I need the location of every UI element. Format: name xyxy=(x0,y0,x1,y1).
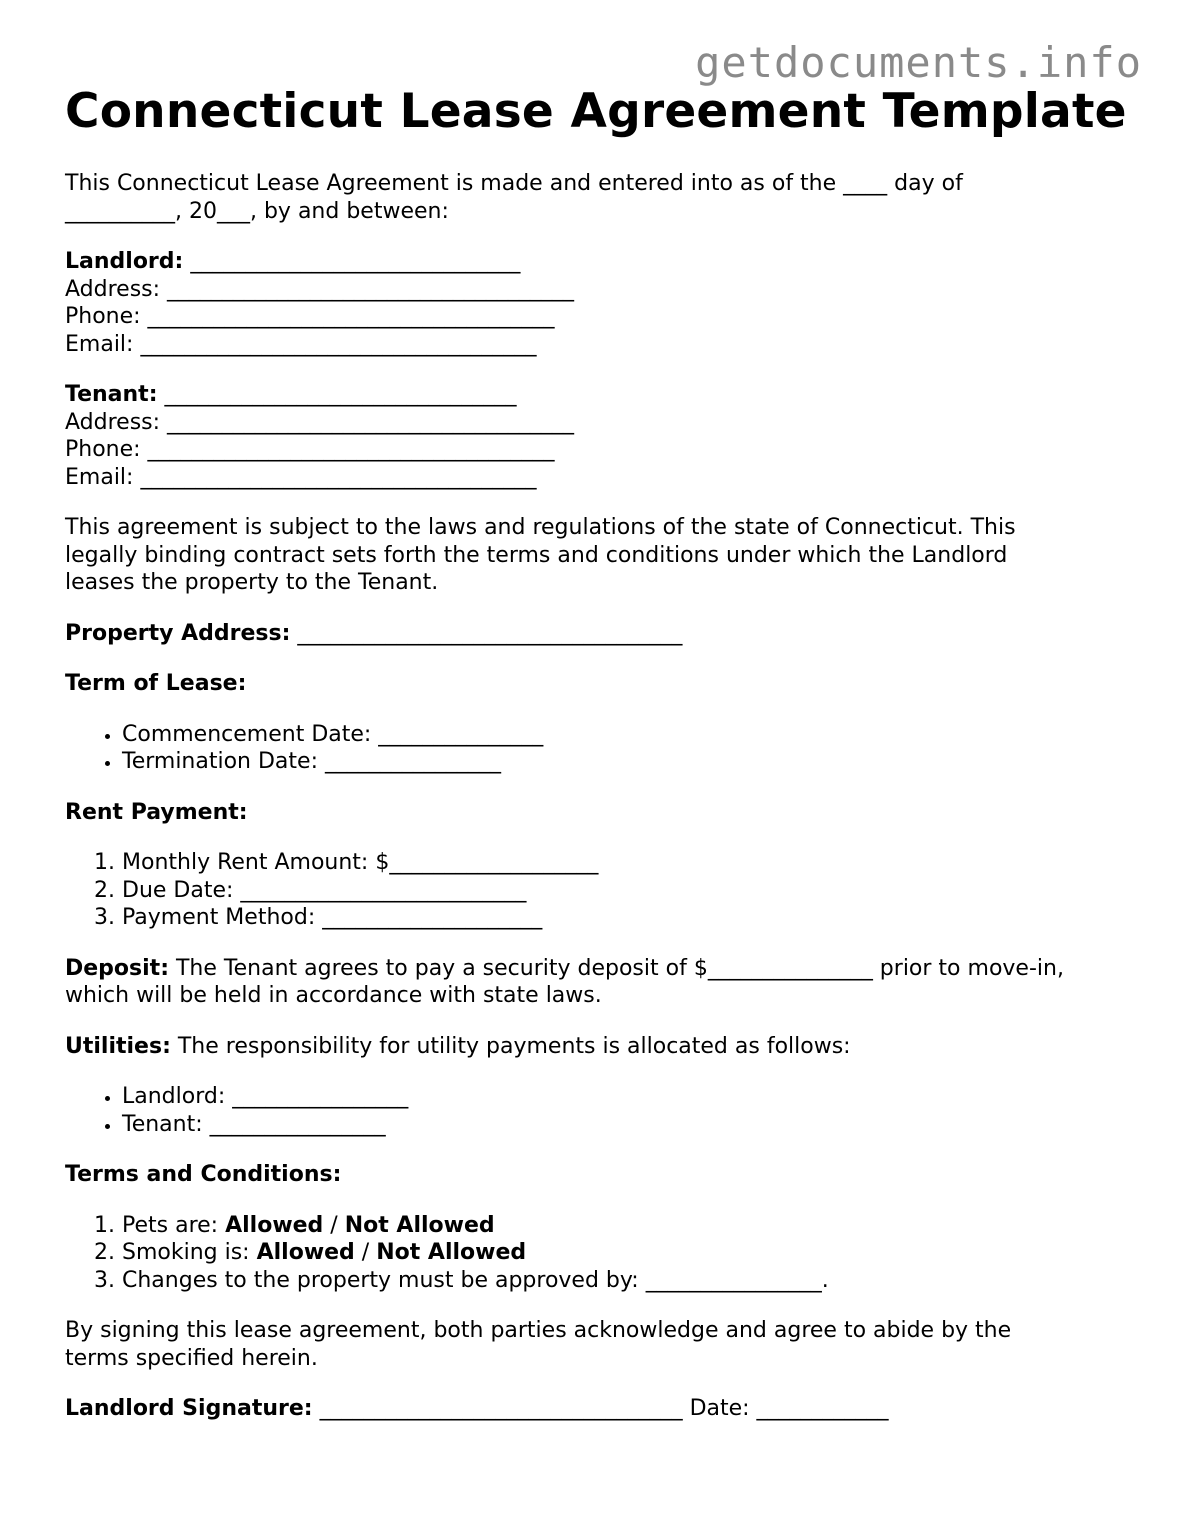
intro-line: This Connecticut Lease Agreement is made and entered into as of the ____ day of xyxy=(65,171,963,196)
signature-line xyxy=(65,1395,1135,1423)
terms-prefix: Pets are: xyxy=(122,1212,226,1238)
rent-list xyxy=(65,849,1135,932)
utilities-text: The responsibility for utility payments is allocated as follows: xyxy=(170,1033,851,1059)
list-item: 1. Monthly Rent Amount: $___________________ xyxy=(122,849,1135,877)
deposit-text: The Tenant agrees to pay a security deposit of $_______________ prior to move-in, which will be held in accordance with state laws. xyxy=(65,955,1064,1008)
option-not-allowed: Not Allowed xyxy=(376,1240,527,1265)
term-list xyxy=(65,721,1135,776)
deposit-label: Deposit: xyxy=(65,955,169,981)
deposit-paragraph xyxy=(65,955,1135,1010)
option-allowed: Allowed xyxy=(256,1240,355,1265)
list-item xyxy=(122,1239,1135,1267)
law-paragraph: This agreement is subject to the laws and regulations of the state of Connecticut. This legally binding contract sets forth the terms and conditions under which the Landlord leases the property to the Tenant. xyxy=(65,515,1016,595)
utilities-label: Utilities: xyxy=(65,1033,171,1059)
tenant-address-line: Address: _____________________________________ xyxy=(65,409,575,435)
terms-heading: Terms and Conditions: xyxy=(65,1162,342,1187)
intro-paragraph xyxy=(65,170,1135,225)
watermark: getdocuments.info xyxy=(695,38,1142,87)
option-separator: / xyxy=(354,1240,377,1265)
landlord-address-line: Address: _____________________________________ xyxy=(65,276,575,302)
option-not-allowed: Not Allowed xyxy=(344,1212,495,1238)
list-item: • Landlord: ________________ xyxy=(122,1083,1135,1111)
utilities-list xyxy=(65,1083,1135,1138)
tenant-name-line xyxy=(65,381,1135,409)
property-address-line xyxy=(65,620,1135,648)
terms-list xyxy=(65,1212,1135,1295)
intro-line: __________, 20___, by and between: xyxy=(65,198,449,224)
rent-heading: Rent Payment: xyxy=(65,799,248,825)
closing-paragraph: By signing this lease agreement, both parties acknowledge and agree to abide by the terms specified herein. xyxy=(65,1318,1012,1371)
tenant-block xyxy=(65,381,1135,491)
signature-blank: _________________________________ Date: ____________ xyxy=(312,1396,889,1421)
option-separator: / xyxy=(323,1212,345,1238)
document-page xyxy=(65,84,1135,1423)
list-item: 3. Changes to the property must be approved by: ________________. xyxy=(122,1267,1135,1295)
list-item: 3. Payment Method: ____________________ xyxy=(122,904,1135,932)
list-item: • Tenant: ________________ xyxy=(122,1111,1135,1139)
term-heading: Term of Lease: xyxy=(65,671,247,696)
signature-label: Landlord Signature: xyxy=(65,1396,313,1421)
list-item: • Termination Date: ________________ xyxy=(122,748,1135,776)
landlord-label: Landlord: xyxy=(65,249,184,274)
tenant-email-line: Email: ____________________________________ xyxy=(65,464,537,490)
tenant-label: Tenant: xyxy=(65,382,158,407)
property-address-blank: ___________________________________ xyxy=(290,620,683,646)
property-address-label: Property Address: xyxy=(65,620,291,646)
list-item xyxy=(122,1212,1135,1240)
landlord-name-blank: ______________________________ xyxy=(183,249,521,274)
option-allowed: Allowed xyxy=(225,1212,324,1238)
tenant-name-blank: ________________________________ xyxy=(157,382,517,407)
terms-prefix: Smoking is: xyxy=(122,1240,257,1265)
landlord-phone-line: Phone: _____________________________________ xyxy=(65,304,555,329)
tenant-phone-line: Phone: _____________________________________ xyxy=(65,437,555,462)
landlord-email-line: Email: ____________________________________ xyxy=(65,331,537,357)
landlord-block xyxy=(65,248,1135,358)
list-item: • Commencement Date: _______________ xyxy=(122,721,1135,749)
document-title: Connecticut Lease Agreement Template xyxy=(65,84,1127,139)
utilities-paragraph xyxy=(65,1033,1135,1061)
landlord-name-line xyxy=(65,248,1135,276)
list-item: 2. Due Date: __________________________ xyxy=(122,877,1135,905)
